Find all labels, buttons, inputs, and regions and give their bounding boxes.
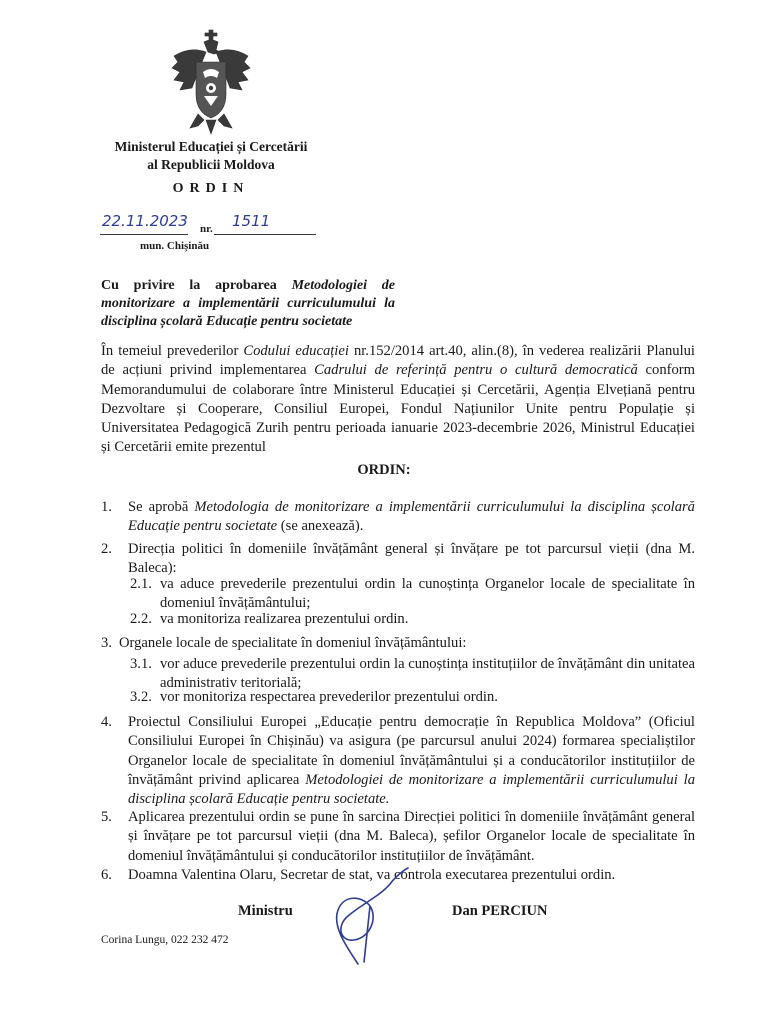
item-3-1-text: vor aduce prevederile prezentului ordin la cunoștința instituțiilor de învățământ din unitatea administrativ teritorială; [160,656,695,692]
handwritten-signature-icon [318,866,414,970]
item-6-number: 6. [101,867,112,883]
item-1-pre: Se aprobă [128,499,195,515]
item-1-text [128,498,695,537]
order-heading: ORDIN: [357,462,411,478]
item-4-methodology: Metodologiei de monitorizare a implementării curriculumului la disciplina școlară Educație pentru societate. [128,771,695,808]
ministry-line-2: al Republicii Moldova [147,157,275,172]
preamble-part-2: nr.152/2014 art.40, alin.(8), în vederea realizării Planului de acțiuni privind implementarea [101,343,695,379]
document-type-title: ORDIN [172,181,250,196]
item-4-number: 4. [101,714,112,730]
ministry-name [95,138,327,174]
minister-name: Dan PERCIUN [452,903,548,919]
preamble-framework-ref: Cadrului de referință pentru o cultură democratică [314,362,638,379]
item-2-number: 2. [101,541,112,557]
item-1-post: (se anexează). [277,518,364,535]
item-6-text: Doamna Valentina Olaru, Secretar de stat, va controla executarea prezentului ordin. [128,867,616,883]
item-4-text [128,713,695,809]
item-3-2-text: vor monitoriza respectarea prevederilor prezentului ordin. [160,689,498,705]
item-2-1-number: 2.1. [130,576,152,592]
coat-of-arms-icon [168,28,254,140]
item-2-1-text: va aduce prevederile prezentului ordin la cunoștința Organelor locale de specialitate în domeniul învățământului; [160,576,695,612]
preamble-paragraph [101,342,695,458]
item-1-methodology: Metodologia de monitorizare a implementării curriculumului la disciplina școlară Educație pentru societate [128,499,695,535]
contact-info: Corina Lungu, 022 232 472 [101,934,229,946]
item-2-2-text: va monitoriza realizarea prezentului ordin. [160,611,409,627]
subject-prefix: Cu privire la aprobarea [101,278,292,293]
preamble-part-1: În temeiul prevederilor [101,343,244,359]
minister-title: Ministru [238,903,293,919]
city-label: mun. Chișinău [140,240,210,252]
preamble-code-ref: Codului educației [243,343,349,359]
item-5-number: 5. [101,809,112,825]
subject-title: Metodologiei de monitorizare a implementării curriculumului la disciplina școlară Educație pentru societate [101,278,395,329]
item-4-pre: Proiectul Consiliului Europei „Educație pentru democrație în Republica Moldova” (Oficiul Consiliului Europei în Chișinău) va asigura (pe parcursul anului 2024) formarea specialiștilor Organelor locale de specialitate în domeniul învățământului și a conducătorilor instituțiilor de învățământ privind aplicarea [128,714,695,788]
ministry-line-1: Ministerul Educației și Cercetării [114,139,308,154]
order-number: 1511 [232,212,271,230]
order-subject [101,277,395,331]
item-1-number: 1. [101,499,112,515]
order-date: 22.11.2023 [102,212,188,230]
number-label: nr. [200,223,213,235]
item-2-2-number: 2.2. [130,611,152,627]
item-3-1-number: 3.1. [130,656,152,672]
preamble-part-3: conform Memorandumului de colaborare între Ministerul Educației și Cercetării, Agenția Elvețiană pentru Dezvoltare și Cooperare, Consiliul Europei, Fondul Națiunilor Unite pentru Populație și Universitatea Pedagogică Zurih pentru perioada ianuarie 2023-decembrie 2026, Ministrul Educației și Cercetării emite prezentul [101,362,695,456]
item-5-text: Aplicarea prezentului ordin se pune în sarcina Direcției politici în domeniile învățământ general și învățare pe tot parcursul vieții (dna M. Baleca), șefilor Organelor locale de specialitate în domeniul învățământului și conducătorilor instituțiilor de învățământ. [128,809,695,864]
item-3-2-number: 3.2. [130,689,152,705]
item-3-text: Organele locale de specialitate în domeniul învățământului: [119,635,467,651]
item-2-text: Direcția politici în domeniile învățământ general și învățare pe tot parcursul vieții (dna M. Baleca): [128,541,695,577]
item-3-number: 3. [101,635,112,651]
